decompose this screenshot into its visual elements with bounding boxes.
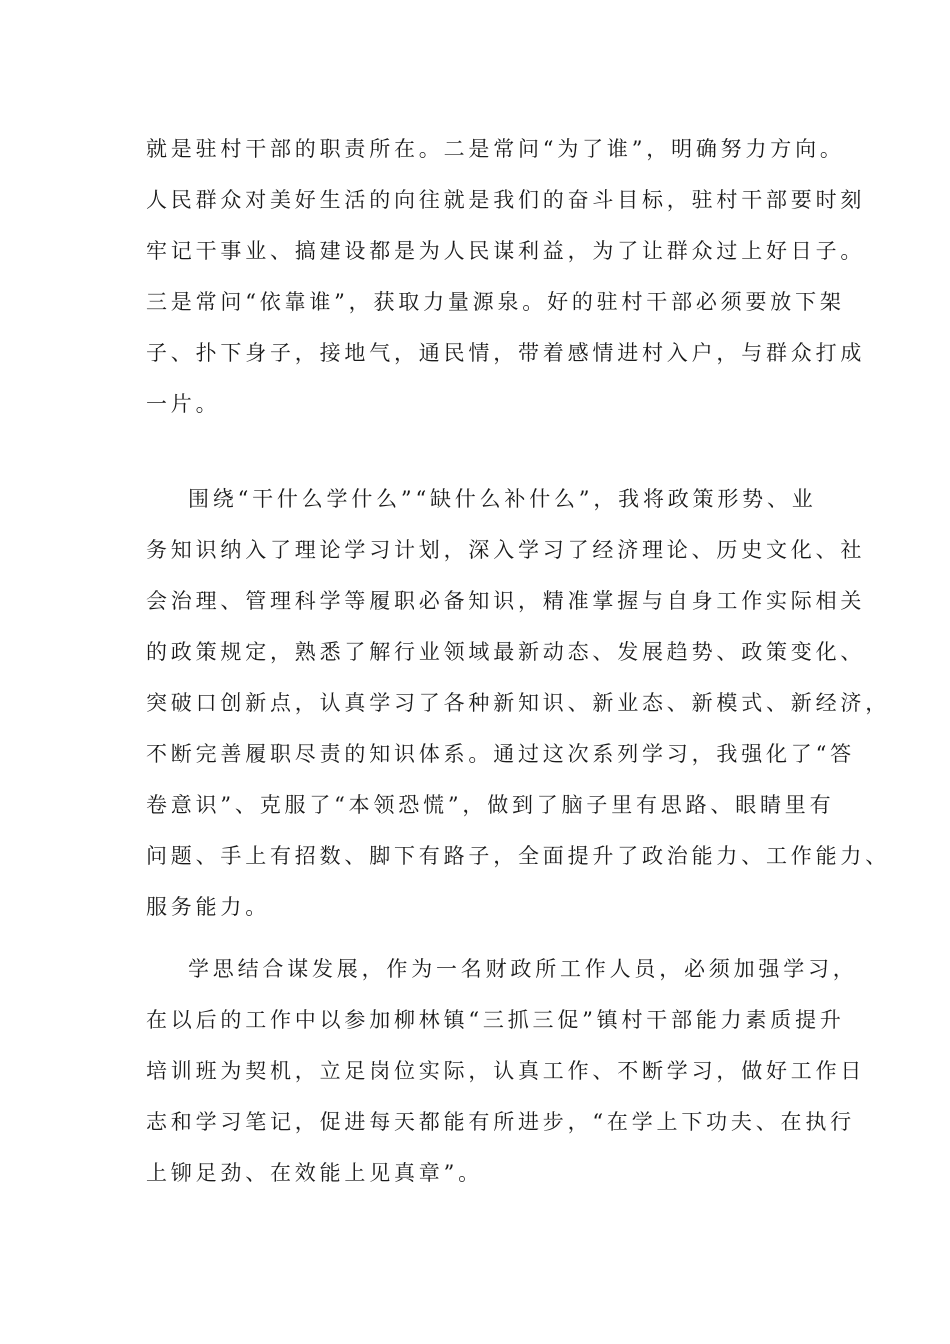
- text-line: 学思结合谋发展，作为一名财政所工作人员，必须加强学习，: [188, 957, 858, 981]
- text-line: 会治理、管理科学等履职必备知识，精准掌握与自身工作实际相关: [146, 589, 866, 613]
- text-line: 三是常问“依靠谁”，获取力量源泉。好的驻村干部必须要放下架: [146, 290, 845, 314]
- text-line: 不断完善履职尽责的知识体系。通过这次系列学习，我强化了“答: [146, 742, 855, 766]
- paragraph-1: [146, 124, 866, 430]
- text-line: 卷意识”、克服了“本领恐慌”，做到了脑子里有思路、眼睛里有: [146, 793, 835, 817]
- text-line: 人民群众对美好生活的向往就是我们的奋斗目标，驻村干部要时刻: [146, 188, 866, 212]
- text-line: 子、扑下身子，接地气，通民情，带着感情进村入户，与群众打成: [146, 341, 866, 365]
- text-line: 牢记干事业、搞建设都是为人民谋利益，为了让群众过上好日子。: [146, 239, 866, 263]
- text-line: 服务能力。: [146, 895, 270, 919]
- text-line: 志和学习笔记，促进每天都能有所进步，“在学上下功夫、在执行: [146, 1110, 855, 1134]
- text-line: 培训班为契机，立足岗位实际，认真工作、不断学习，做好工作日: [146, 1059, 866, 1083]
- text-line: 就是驻村干部的职责所在。二是常问“为了谁”，明确努力方向。: [146, 137, 845, 161]
- text-line: 的政策规定，熟悉了解行业领域最新动态、发展趋势、政策变化、: [146, 640, 866, 664]
- text-line: 在以后的工作中以参加柳林镇“三抓三促”镇村干部能力素质提升: [146, 1008, 845, 1032]
- text-line: 突破口创新点，认真学习了各种新知识、新业态、新模式、新经济，: [146, 691, 890, 715]
- paragraph-2: [146, 474, 890, 933]
- paragraph-3: [146, 944, 866, 1199]
- text-line: 上铆足劲、在效能上见真章”。: [146, 1161, 483, 1185]
- text-line: 围绕“干什么学什么”“缺什么补什么”，我将政策形势、业: [188, 487, 817, 511]
- text-line: 问题、手上有招数、脚下有路子，全面提升了政治能力、工作能力、: [146, 844, 890, 868]
- text-line: 务知识纳入了理论学习计划，深入学习了经济理论、历史文化、社: [146, 538, 866, 562]
- text-line: 一片。: [146, 392, 221, 416]
